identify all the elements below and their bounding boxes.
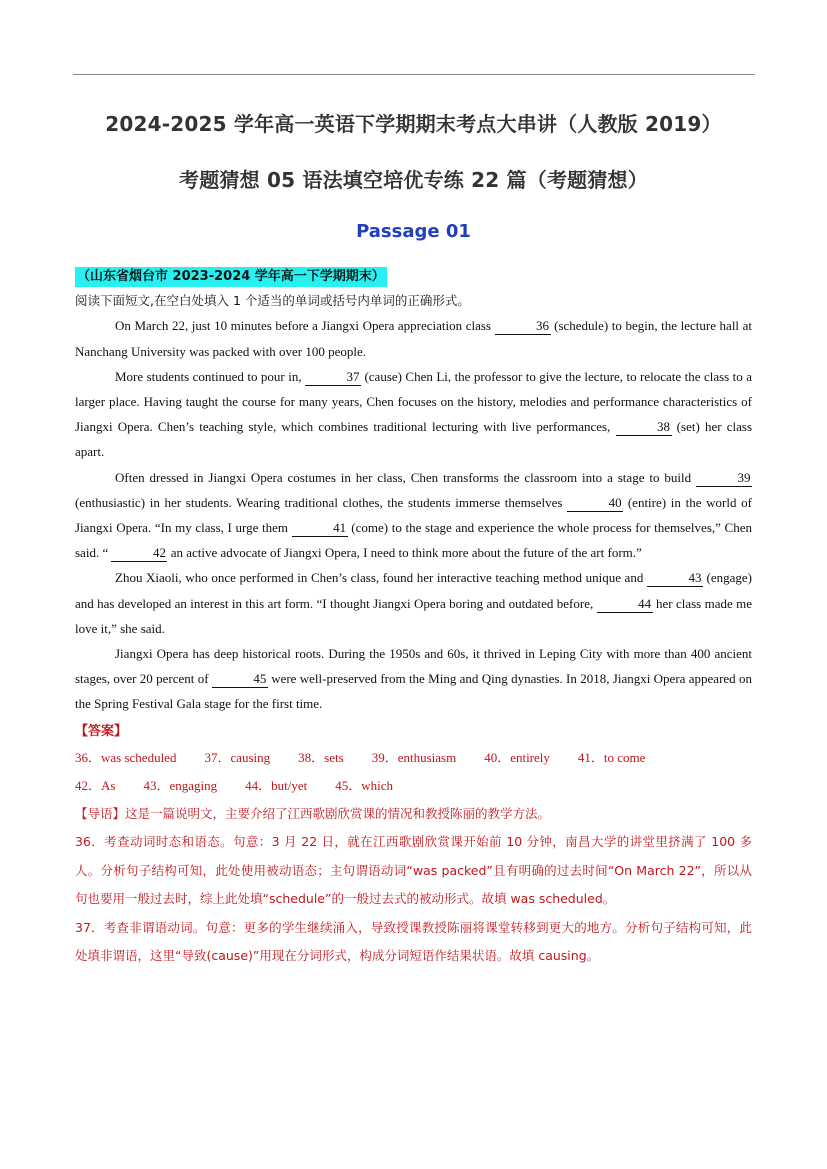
paragraph-4: Zhou Xiaoli, who once performed in Chen’s class, found her interactive teaching method unique and 43 (engage) and has developed an interest in this art form. “I thought Jiangxi Opera boring and outdated before, 44 her class made me love it,” she said.	[75, 570, 753, 636]
blank-38: 38	[616, 419, 672, 436]
paragraph-1: On March 22, just 10 minutes before a Jiangxi Opera appreciation class 36 (schedule) to begin, the lecture hall at Nanchang University was packed with over 100 people.	[75, 318, 752, 359]
answer-item: 44．but/yet	[245, 777, 308, 793]
blank-40: 40	[567, 495, 623, 512]
instruction: 阅读下面短文,在空白处填入 1 个适当的单词或括号内单词的正确形式。	[75, 293, 470, 309]
explanation-36: 36．考查动词时态和语态。句意：3 月 22 日，就在江西歌剧欣赏课开始前 10 分钟，南昌大学的讲堂里挤满了 100 多人。分析句子结构可知，此处使用被动语态；主句谓语动词“was packed”且有明确的过去时间“On March 22”，所以从句也要用一般过去时，综上此处填“schedule”的一般过去式的被动形式。故填 was scheduled。	[75, 834, 752, 907]
answer-item: 36．was scheduled	[75, 749, 177, 765]
answer-label: 【答案】	[75, 723, 128, 739]
blank-39: 39	[696, 470, 752, 487]
answer-item: 38．sets	[298, 749, 344, 765]
document-title: 2024-2025 学年高一英语下学期期末考点大串讲（人教版 2019）	[105, 112, 722, 136]
blank-41: 41	[292, 520, 348, 537]
answer-item: 45．which	[335, 777, 393, 793]
blank-37: 37	[305, 369, 361, 386]
explanation-37: 37．考查非谓语动词。句意：更多的学生继续涌入，导致授课教授陈丽将课堂转移到更大的地方。分析句子结构可知，此处填非谓语，这里“导致(cause)”用现在分词形式，构成分词短语作结果状语。故填 causing。	[75, 919, 752, 964]
blank-44: 44	[597, 596, 653, 613]
blank-36: 36	[495, 318, 551, 335]
passage-heading: Passage 01	[356, 221, 471, 242]
blank-43: 43	[647, 570, 703, 587]
answer-item: 41．to come	[577, 749, 646, 765]
answer-item: 37．causing	[204, 749, 271, 765]
answers-row-1	[75, 744, 752, 772]
guide-text: 【导语】这是一篇说明文，主要介绍了江西歌剧欣赏课的情况和教授陈丽的教学方法。	[75, 805, 551, 821]
blank-45: 45	[212, 671, 268, 688]
answer-item: 43．engaging	[143, 777, 218, 793]
answer-item: 39．enthusiasm	[371, 749, 457, 765]
source-tag: （山东省烟台市 2023-2024 学年高一下学期期末）	[75, 267, 387, 287]
blank-42: 42	[111, 545, 167, 562]
passage-content	[75, 263, 752, 971]
document-subtitle: 考题猜想 05 语法填空培优专练 22 篇（考题猜想）	[179, 168, 648, 192]
paragraph-2: More students continued to pour in, 37 (cause) Chen Li, the professor to give the lecture, to relocate the class to a larger place. Having taught the course for many years, Chen focuses on the history, melodies and performance characteristics of Jiangxi Opera. Chen’s teaching style, which combines traditional lecturing with live performances, 38 (set) her class apart.	[75, 368, 753, 460]
answer-item: 42．As	[75, 777, 116, 793]
answers-row-2	[75, 772, 752, 800]
answer-item: 40．entirely	[484, 749, 550, 765]
top-rule	[73, 74, 755, 75]
paragraph-5: Jiangxi Opera has deep historical roots. During the 1950s and 60s, it thrived in Leping City with more than 400 ancient stages, over 20 percent of 45 were well-preserved from the Ming and Qing dynasties. In 2018, Jiangxi Opera appeared on the Spring Festival Gala stage for the first time.	[75, 646, 752, 712]
paragraph-3: Often dressed in Jiangxi Opera costumes in her class, Chen transforms the classroom into a stage to build 39 (enthusiastic) in her students. Wearing traditional clothes, the students immerse themselves 40 (entire) in the world of Jiangxi Opera. “In my class, I urge them 41 (come) to the stage and experience the whole process for themselves,” Chen said. “ 42 an active advocate of Jiangxi Opera, I need to think more about the future of the art form.”	[75, 469, 752, 561]
